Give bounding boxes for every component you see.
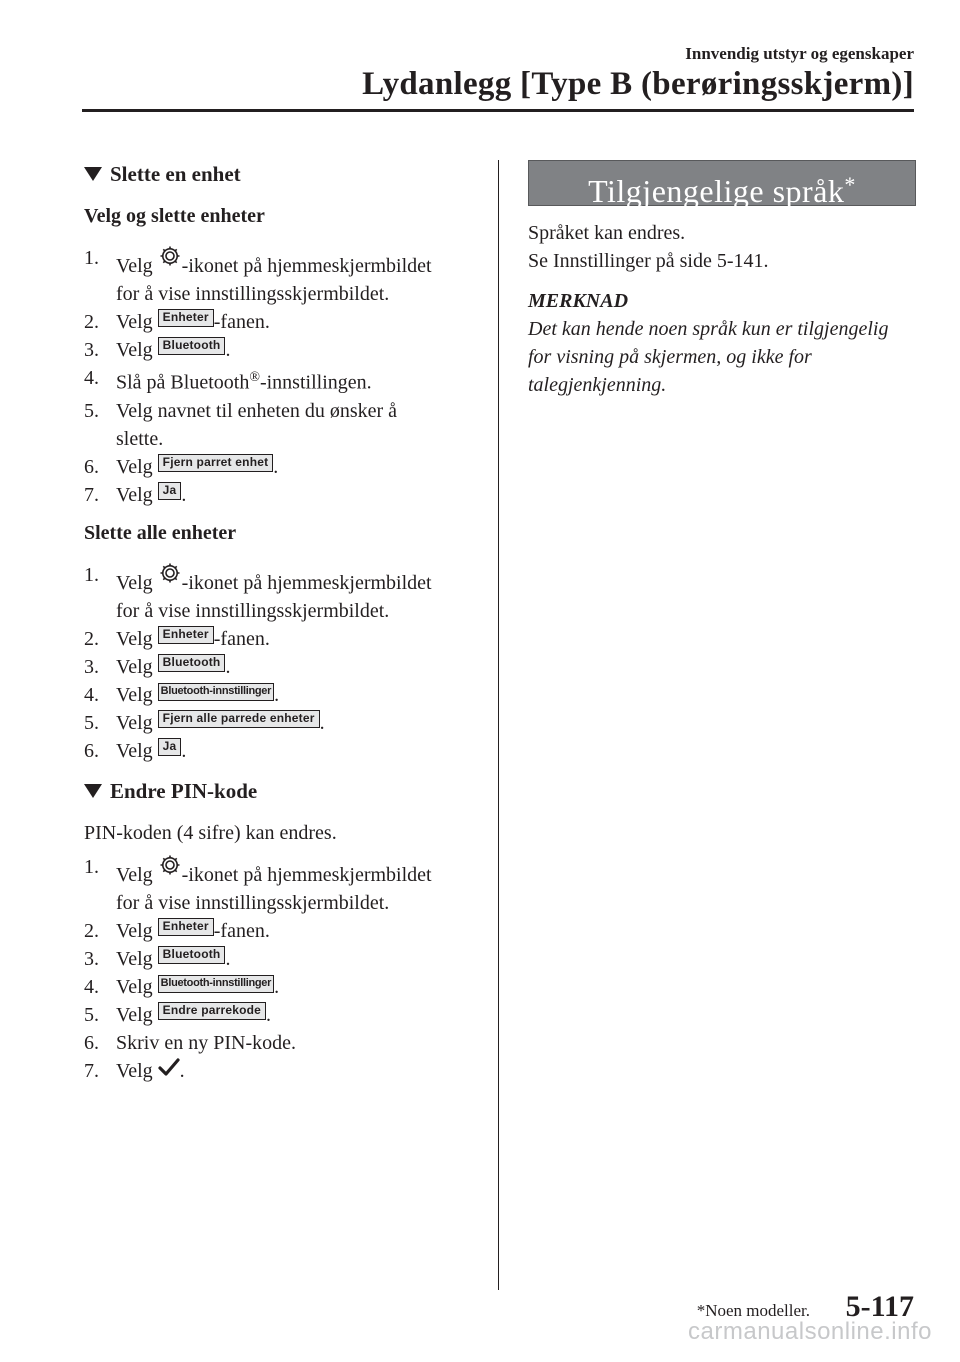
step-continuation: slette.: [116, 427, 164, 450]
screen-button-label: Endre parrekode: [158, 1002, 266, 1020]
checkmark-icon: [158, 1057, 180, 1077]
step-item: [84, 1001, 484, 1029]
screen-button-label: Ja: [158, 738, 182, 756]
right-column: [528, 219, 916, 399]
step-number: 1.: [84, 855, 99, 878]
step-text-suffix: .: [181, 483, 187, 506]
step-text-suffix: .: [274, 975, 280, 998]
step-item: [84, 973, 484, 1001]
screen-button-label: Bluetooth-innstillinger: [158, 975, 274, 993]
step-item: [84, 625, 484, 653]
subheading-delete-all: Slette alle enheter: [84, 521, 237, 544]
step-text: Velg: [116, 1003, 158, 1026]
step-text-suffix: .: [319, 711, 325, 734]
language-line-1: Språket kan endres.: [528, 222, 686, 244]
step-text-suffix: .: [179, 1059, 185, 1082]
step-text-suffix: -fanen.: [213, 919, 270, 942]
step-text-suffix: .: [181, 739, 187, 762]
note-text: Det kan hende noen språk kun er tilgjengelig for visning på skjermen, og ikke for talegjenkjenning.: [528, 318, 889, 396]
step-item: [84, 917, 484, 945]
step-number: 2.: [84, 627, 99, 650]
screen-button-label: Bluetooth: [158, 946, 226, 964]
steps-delete-all: [84, 561, 484, 765]
step-text-suffix: -ikonet på hjemmeskjermbildet: [181, 571, 432, 594]
step-text: Velg: [116, 571, 158, 594]
step-number: 5.: [84, 711, 99, 734]
step-number: 6.: [84, 739, 99, 762]
step-number: 1.: [84, 563, 99, 586]
note-label: MERKNAD: [528, 290, 629, 312]
step-text-suffix: .: [225, 339, 231, 361]
step-item: [84, 364, 484, 397]
step-text-suffix: -ikonet på hjemmeskjermbildet: [181, 863, 432, 886]
step-item: [84, 336, 484, 364]
watermark: carmanualsonline.info: [688, 1318, 932, 1345]
step-text: Velg: [116, 711, 158, 734]
step-text-suffix: .: [273, 455, 279, 478]
step-text: Velg: [116, 947, 158, 970]
gear-icon: [158, 244, 182, 268]
step-item: [84, 853, 484, 917]
step-number: 3.: [84, 655, 99, 678]
step-number: 3.: [84, 339, 99, 361]
section-heading-delete-device: Slette en enhet: [84, 160, 484, 188]
screen-button-label: Enheter: [158, 626, 214, 644]
step-item: [84, 681, 484, 709]
step-text-suffix: -innstillingen.: [259, 371, 372, 394]
step-text-suffix: -fanen.: [213, 627, 270, 650]
steps-select-delete: [84, 244, 484, 509]
screen-button-label: Bluetooth: [158, 654, 226, 672]
step-text-suffix: .: [274, 683, 280, 706]
step-item: [84, 737, 484, 765]
subheading-select-delete: Velg og slette enheter: [84, 205, 265, 227]
step-text: Velg: [116, 339, 158, 361]
step-item: [84, 244, 484, 308]
step-text-suffix: .: [266, 1003, 272, 1026]
step-continuation: for å vise innstillingsskjermbildet.: [116, 891, 390, 914]
step-number: 4.: [84, 975, 99, 998]
language-line-2: Se Innstillinger på side 5-141.: [528, 250, 769, 272]
header-section: Innvendig utstyr og egenskaper: [685, 44, 914, 63]
step-item: [84, 561, 484, 625]
registered-mark: ®: [249, 370, 260, 385]
step-item: [84, 453, 484, 481]
left-column: [84, 160, 484, 1085]
step-text: Velg: [116, 683, 158, 706]
step-number: 6.: [84, 455, 99, 478]
step-continuation: for å vise innstillingsskjermbildet.: [116, 283, 390, 305]
column-divider: [498, 160, 499, 1290]
step-item: [84, 397, 484, 453]
step-text: Velg: [116, 483, 158, 506]
step-text: Velg: [116, 255, 158, 277]
screen-button-label: Bluetooth-innstillinger: [158, 683, 274, 701]
step-text-suffix: -ikonet på hjemmeskjermbildet: [181, 255, 432, 277]
step-text-suffix: .: [225, 947, 231, 970]
step-number: 4.: [84, 367, 99, 389]
step-number: 2.: [84, 311, 99, 333]
footer-note: *Noen modeller.: [696, 1301, 810, 1320]
step-number: 1.: [84, 247, 99, 269]
step-text: Velg: [116, 863, 158, 886]
step-number: 6.: [84, 1031, 99, 1054]
step-text-suffix: .: [225, 655, 231, 678]
gear-icon: [158, 561, 182, 585]
step-number: 5.: [84, 1003, 99, 1026]
step-item: [84, 709, 484, 737]
step-text: Velg: [116, 311, 158, 333]
header-rule: [82, 109, 914, 112]
step-text: Velg: [116, 455, 158, 478]
screen-button-label: Ja: [158, 482, 182, 500]
section-heading-change-pin: Endre PIN-kode: [84, 777, 484, 805]
step-number: 5.: [84, 399, 99, 422]
step-text: Velg: [116, 655, 158, 678]
screen-button-label: Enheter: [158, 309, 214, 327]
step-text-suffix: -fanen.: [213, 311, 270, 333]
footnote-star: *: [844, 172, 856, 197]
screen-button-label: Bluetooth: [158, 337, 226, 355]
step-item: [84, 653, 484, 681]
page-number: 5-117: [845, 1290, 914, 1323]
step-text: Skriv en ny PIN-kode.: [116, 1031, 296, 1054]
pin-intro: PIN-koden (4 sifre) kan endres.: [84, 821, 337, 844]
page-title: Lydanlegg [Type B (berøringsskjerm)]: [362, 66, 914, 102]
step-text: Velg: [116, 975, 158, 998]
step-text: Velg: [116, 1059, 158, 1082]
step-item: [84, 1029, 484, 1057]
step-text: Velg: [116, 739, 158, 762]
step-text: Velg: [116, 627, 158, 650]
screen-button-label: Fjern parret enhet: [158, 454, 274, 472]
step-item: [84, 1057, 484, 1085]
step-number: 3.: [84, 947, 99, 970]
screen-button-label: Fjern alle parrede enheter: [158, 710, 320, 728]
step-number: 2.: [84, 919, 99, 942]
step-item: [84, 308, 484, 336]
steps-change-pin: [84, 853, 484, 1085]
languages-banner: Tilgjengelige språk*: [528, 160, 916, 206]
step-number: 4.: [84, 683, 99, 706]
step-continuation: for å vise innstillingsskjermbildet.: [116, 599, 390, 622]
triangle-bullet-icon: [84, 167, 102, 181]
step-text: Velg navnet til enheten du ønsker å: [116, 399, 398, 422]
step-number: 7.: [84, 483, 99, 506]
step-item: [84, 945, 484, 973]
step-text: Velg: [116, 919, 158, 942]
step-item: [84, 481, 484, 509]
step-number: 7.: [84, 1059, 99, 1082]
screen-button-label: Enheter: [158, 918, 214, 936]
triangle-bullet-icon: [84, 784, 102, 798]
gear-icon: [158, 853, 182, 877]
step-text: Slå på Bluetooth: [116, 371, 250, 394]
